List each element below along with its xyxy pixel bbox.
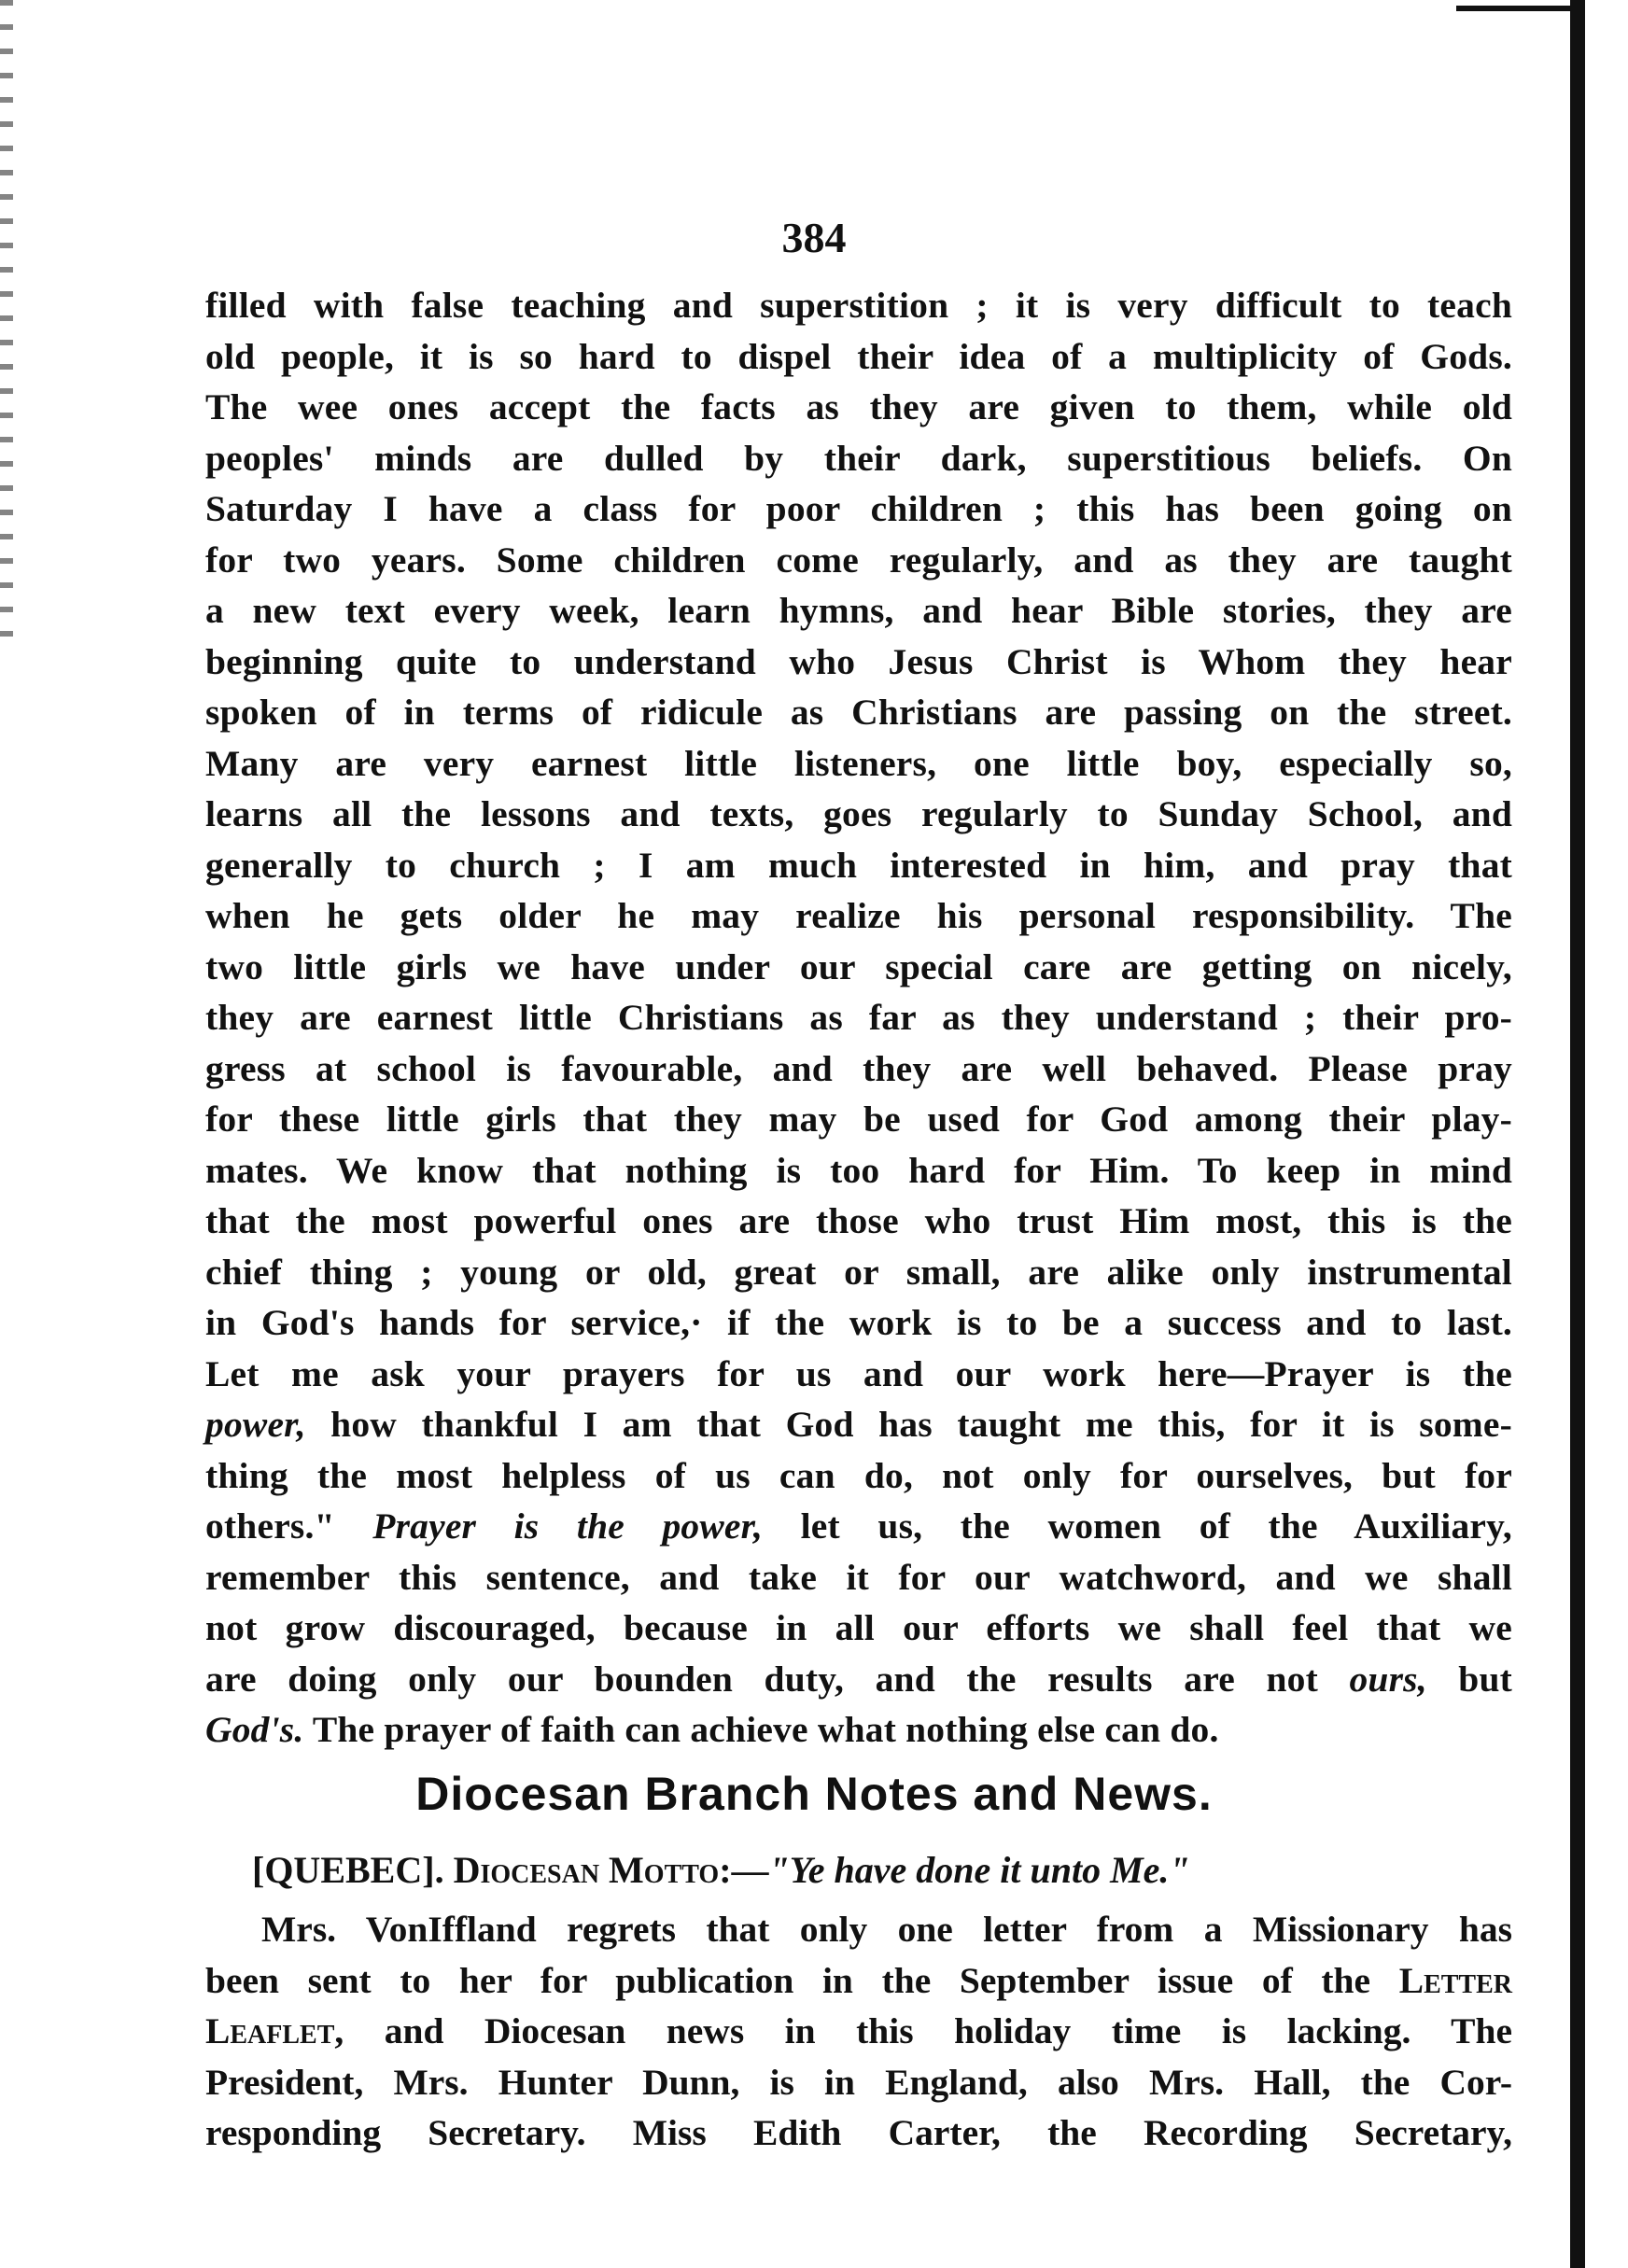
text-line: in God's hands for service,· if the work is to be a success and to last. — [205, 1302, 1512, 1343]
branch-notes-text — [205, 1904, 1512, 2159]
text-line: old people, it is so hard to dispel their idea of a multiplicity of Gods. — [205, 335, 1512, 377]
italic-gods: God's. — [205, 1709, 304, 1750]
text-line: remember this sentence, and take it for our watchword, and we shall — [205, 1556, 1512, 1598]
motto-quote: "Ye have done it unto Me." — [768, 1849, 1190, 1891]
text-line: not grow discouraged, because in all our efforts we shall feel that we — [205, 1607, 1512, 1648]
text-line: for these little girls that they may be used for God among their play- — [205, 1099, 1512, 1140]
text-line: gress at school is favourable, and they are well behaved. Please pray — [205, 1047, 1512, 1089]
text-line: two little girls we have under our special care are getting on nicely, — [205, 945, 1512, 987]
motto-prefix: [QUEBEC]. — [252, 1849, 454, 1891]
text-line — [205, 2006, 1512, 2057]
text-line — [205, 1399, 1512, 1450]
text-line: Saturday I have a class for poor children ; this has been going on — [205, 488, 1512, 529]
text-fragment: let us, the women of the Auxiliary, — [763, 1505, 1512, 1547]
text-fragment: The prayer of faith can achieve what nothing else can do. — [303, 1709, 1219, 1750]
section-heading: Diocesan Branch Notes and News. — [415, 1768, 1213, 1820]
text-line: beginning quite to understand who Jesus Christ is Whom they hear — [205, 640, 1512, 682]
text-line: President, Mrs. Hunter Dunn, is in England, also Mrs. Hall, the Cor- — [205, 2061, 1512, 2103]
motto-label: Diocesan Motto — [453, 1849, 720, 1891]
italic-prayer-phrase: Prayer is the power, — [372, 1505, 764, 1547]
text-line: filled with false teaching and superstition ; it is very difficult to teach — [205, 285, 1512, 326]
text-line: Mrs. VonIffland regrets that only one letter from a Missionary has — [261, 1909, 1512, 1950]
text-line: Let me ask your prayers for us and our work here—Prayer is the — [205, 1352, 1512, 1394]
text-line — [205, 1704, 1512, 1756]
text-line — [205, 1654, 1512, 1705]
text-line: spoken of in terms of ridicule as Christians are passing on the street. — [205, 692, 1512, 733]
text-line: a new text every week, learn hymns, and hear Bible stories, they are — [205, 590, 1512, 631]
text-fragment: others." — [205, 1505, 373, 1547]
text-line: for two years. Some children come regularly, and as they are taught — [205, 539, 1512, 581]
text-line: when he gets older he may realize his personal responsibility. The — [205, 895, 1512, 936]
italic-power: power, — [205, 1404, 306, 1445]
scan-right-border — [1570, 0, 1585, 2268]
text-line — [205, 1501, 1512, 1552]
text-line: The wee ones accept the facts as they are given to them, while old — [205, 386, 1512, 427]
text-line: that the most powerful ones are those who trust Him most, this is the — [205, 1200, 1512, 1241]
text-fragment: but — [1426, 1658, 1512, 1700]
text-fragment: been sent to her for publication in the September issue of the — [205, 1959, 1399, 2001]
body-text — [205, 280, 1512, 1756]
text-line: mates. We know that nothing is too hard for Him. To keep in mind — [205, 1149, 1512, 1191]
leaflet-word: Leaflet, — [205, 2010, 344, 2051]
letter-word: Letter — [1398, 1959, 1512, 2001]
scan-top-rule — [1456, 6, 1570, 11]
italic-ours: ours, — [1349, 1658, 1427, 1700]
motto-separator: :— — [719, 1849, 769, 1891]
text-line: chief thing ; young or old, great or small, are alike only instrumental — [205, 1251, 1512, 1293]
text-fragment: how thankful I am that God has taught me this, for it is some- — [305, 1404, 1512, 1445]
text-line: thing the most helpless of us can do, not only for ourselves, but for — [205, 1454, 1512, 1496]
text-line: learns all the lessons and texts, goes regularly to Sunday School, and — [205, 793, 1512, 834]
text-line: Many are very earnest little listeners, one little boy, especially so, — [205, 742, 1512, 784]
page-number: 384 — [781, 214, 847, 261]
text-line: they are earnest little Christians as far as they understand ; their pro- — [205, 997, 1512, 1038]
text-line: generally to church ; I am much interested in him, and pray that — [205, 844, 1512, 886]
text-line: peoples' minds are dulled by their dark, superstitious beliefs. On — [205, 437, 1512, 479]
diocesan-motto — [252, 1848, 1466, 1892]
text-line: responding Secretary. Miss Edith Carter, the Recording Secretary, — [205, 2112, 1512, 2153]
scan-edge-marks — [0, 0, 13, 653]
text-line — [205, 1955, 1512, 2007]
text-fragment: are doing only our bounden duty, and the results are not — [205, 1658, 1350, 1700]
text-fragment: and Diocesan news in this holiday time is lacking. The — [344, 2010, 1512, 2051]
